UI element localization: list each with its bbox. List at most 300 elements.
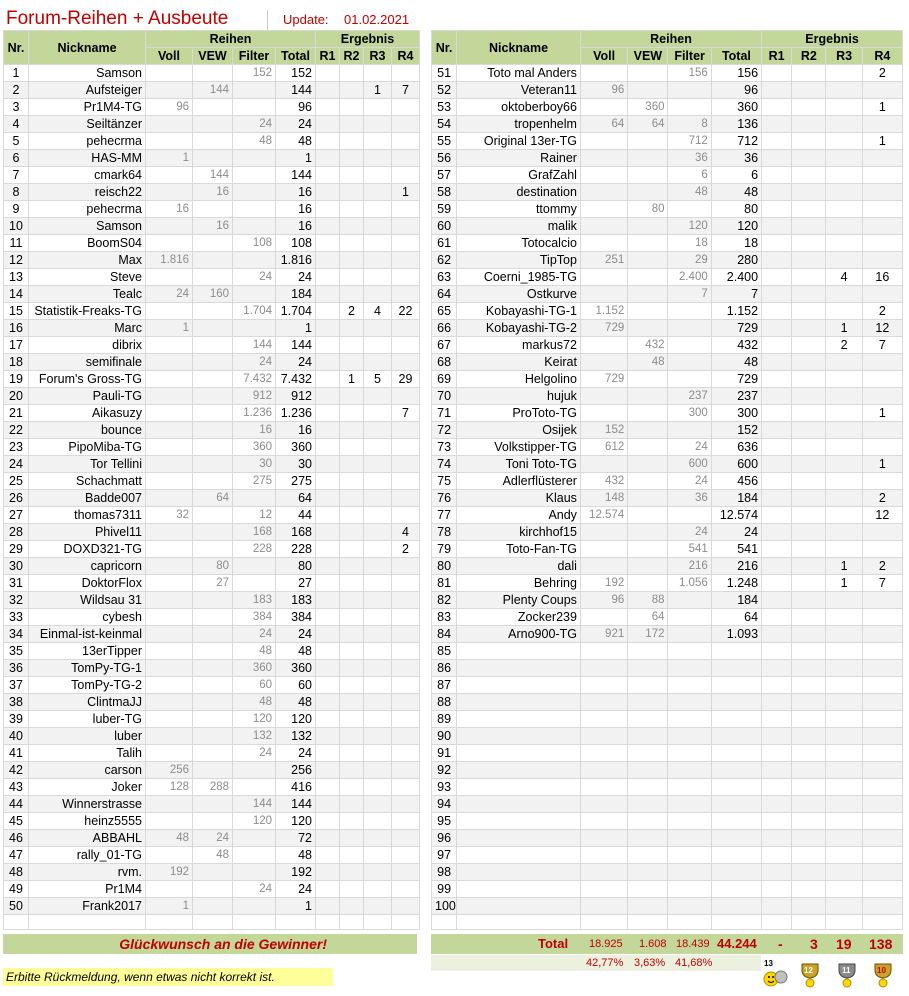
spacer-cell (29, 915, 146, 930)
cell-nr: 50 (4, 898, 29, 915)
cell-filter (668, 881, 711, 898)
table-row (432, 847, 903, 864)
table-row (4, 745, 420, 762)
cell-total: 729 (711, 320, 761, 337)
cell-nr: 42 (4, 762, 29, 779)
cell-r3 (364, 881, 392, 898)
cell-r3 (364, 898, 392, 915)
cell-r4 (392, 65, 420, 82)
cell-r4: 29 (392, 371, 420, 388)
cell-total: 60 (276, 677, 316, 694)
cell-r4: 2 (862, 303, 902, 320)
cell-r1 (762, 116, 792, 133)
cell-total: 192 (276, 864, 316, 881)
table-row (432, 269, 903, 286)
cell-total: 27 (276, 575, 316, 592)
cell-nr: 2 (4, 82, 29, 99)
cell-r2 (340, 541, 364, 558)
cell-r1 (762, 609, 792, 626)
cell-r2 (792, 65, 826, 82)
cell-vew: 80 (628, 201, 668, 218)
cell-r2 (792, 456, 826, 473)
cell-r3 (826, 779, 862, 796)
cell-nr: 69 (432, 371, 457, 388)
table-row (4, 728, 420, 745)
cell-nickname: Winnerstrasse (29, 796, 146, 813)
cell-nickname: Totocalcio (457, 235, 581, 252)
cell-total: 237 (711, 388, 761, 405)
cell-r2 (340, 643, 364, 660)
cell-nr: 7 (4, 167, 29, 184)
cell-nr: 47 (4, 847, 29, 864)
cell-r1 (316, 524, 340, 541)
cell-r2 (792, 218, 826, 235)
cell-nr: 82 (432, 592, 457, 609)
table-row (432, 660, 903, 677)
cell-total (711, 660, 761, 677)
cell-r3 (826, 201, 862, 218)
table-row (4, 490, 420, 507)
cell-filter: 30 (233, 456, 276, 473)
cell-total: 360 (276, 439, 316, 456)
cell-r2 (340, 524, 364, 541)
cell-filter: 216 (668, 558, 711, 575)
cell-filter: 600 (668, 456, 711, 473)
cell-r3 (364, 456, 392, 473)
cell-filter: 24 (233, 626, 276, 643)
cell-vew (193, 473, 233, 490)
cell-r4 (862, 711, 902, 728)
cell-r1 (316, 473, 340, 490)
cell-r4 (862, 150, 902, 167)
cell-nickname: hujuk (457, 388, 581, 405)
cell-r3 (364, 677, 392, 694)
cell-total: 72 (276, 830, 316, 847)
cell-filter: 275 (233, 473, 276, 490)
cell-r4: 7 (392, 82, 420, 99)
cell-vew (193, 371, 233, 388)
cell-r2 (792, 82, 826, 99)
cell-r4 (392, 762, 420, 779)
medal-label: 12 (804, 966, 813, 975)
cell-vew: 16 (193, 218, 233, 235)
table-row (4, 269, 420, 286)
cell-voll (146, 694, 193, 711)
table-row (4, 456, 420, 473)
spacer-cell (193, 915, 233, 930)
cell-voll (580, 65, 627, 82)
cell-vew (628, 320, 668, 337)
cell-r4 (392, 218, 420, 235)
left-table (3, 30, 420, 930)
cell-nickname: Adlerflüsterer (457, 473, 581, 490)
cell-nr: 49 (4, 881, 29, 898)
cell-vew (628, 303, 668, 320)
cell-voll: 1.816 (146, 252, 193, 269)
cell-r2 (792, 422, 826, 439)
cell-voll (146, 643, 193, 660)
cell-r4 (862, 524, 902, 541)
cell-nr: 21 (4, 405, 29, 422)
table-row (432, 575, 903, 592)
cell-r2 (792, 490, 826, 507)
cell-filter (668, 711, 711, 728)
cell-nickname: Tealc (29, 286, 146, 303)
cell-r3 (826, 99, 862, 116)
cell-r4 (392, 592, 420, 609)
cell-vew: 64 (193, 490, 233, 507)
cell-r4 (392, 99, 420, 116)
cell-r1 (762, 371, 792, 388)
cell-nickname: Keirat (457, 354, 581, 371)
table-row (4, 609, 420, 626)
cell-nr: 9 (4, 201, 29, 218)
cell-vew (628, 660, 668, 677)
cell-nickname: heinz5555 (29, 813, 146, 830)
cell-r3 (826, 762, 862, 779)
table-row (432, 354, 903, 371)
cell-nr: 86 (432, 660, 457, 677)
cell-r4 (862, 694, 902, 711)
cell-r2 (340, 150, 364, 167)
cell-r4 (862, 473, 902, 490)
cell-vew (628, 507, 668, 524)
cell-r1 (316, 847, 340, 864)
cell-r1 (762, 235, 792, 252)
cell-r4 (862, 626, 902, 643)
cell-r2 (340, 184, 364, 201)
table-row (432, 286, 903, 303)
trophy-11-icon (834, 958, 860, 988)
cell-filter: 1.236 (233, 405, 276, 422)
table-row (4, 677, 420, 694)
cell-vew (628, 677, 668, 694)
cell-nr: 53 (432, 99, 457, 116)
cell-voll: 1 (146, 898, 193, 915)
cell-vew: 144 (193, 167, 233, 184)
cell-total: 1.816 (276, 252, 316, 269)
cell-voll (146, 337, 193, 354)
cell-nr: 57 (432, 167, 457, 184)
cell-filter (668, 592, 711, 609)
cell-nickname: cybesh (29, 609, 146, 626)
cell-r1 (316, 643, 340, 660)
cell-r3 (364, 626, 392, 643)
cell-nickname: Rainer (457, 150, 581, 167)
cell-filter: 144 (233, 337, 276, 354)
cell-r4 (392, 269, 420, 286)
cell-r2 (792, 643, 826, 660)
cell-voll: 729 (580, 320, 627, 337)
cell-r3: 5 (364, 371, 392, 388)
table-row (4, 116, 420, 133)
cell-r2 (340, 711, 364, 728)
cell-r2 (340, 864, 364, 881)
cell-r2 (792, 592, 826, 609)
cell-r2 (340, 626, 364, 643)
cell-r3 (364, 558, 392, 575)
cell-nr: 65 (432, 303, 457, 320)
table-row (4, 286, 420, 303)
r4-total: 138 (869, 936, 893, 952)
cell-total: 144 (276, 82, 316, 99)
cell-r3 (826, 660, 862, 677)
table-row (4, 371, 420, 388)
cell-nr: 11 (4, 235, 29, 252)
cell-r3: 1 (826, 320, 862, 337)
cell-voll (146, 813, 193, 830)
table-row (432, 65, 903, 82)
cell-total: 18 (711, 235, 761, 252)
cell-r1 (762, 813, 792, 830)
cell-r3 (826, 235, 862, 252)
cell-r4: 2 (392, 541, 420, 558)
cell-r3 (364, 405, 392, 422)
cell-r1 (316, 490, 340, 507)
cell-vew (628, 252, 668, 269)
cell-r3 (364, 694, 392, 711)
table-row (432, 184, 903, 201)
cell-r3 (826, 592, 862, 609)
cell-nickname: Behring (457, 575, 581, 592)
cell-filter (233, 218, 276, 235)
cell-r2 (792, 286, 826, 303)
table-row (432, 456, 903, 473)
vew-percent: 3,63% (634, 957, 666, 969)
cell-filter: 1.704 (233, 303, 276, 320)
cell-vew (628, 218, 668, 235)
cell-filter: 120 (233, 813, 276, 830)
cell-r2 (340, 507, 364, 524)
cell-filter: 8 (668, 116, 711, 133)
cell-r2 (340, 660, 364, 677)
cell-r1 (316, 898, 340, 915)
cell-r2 (792, 116, 826, 133)
cell-filter (668, 694, 711, 711)
cell-nr: 58 (432, 184, 457, 201)
table-row (432, 728, 903, 745)
cell-r3 (364, 524, 392, 541)
cell-nr: 25 (4, 473, 29, 490)
cell-nr: 17 (4, 337, 29, 354)
cell-r1 (316, 252, 340, 269)
cell-voll (580, 643, 627, 660)
cell-voll: 32 (146, 507, 193, 524)
table-row (4, 830, 420, 847)
cell-voll: 612 (580, 439, 627, 456)
cell-total (711, 643, 761, 660)
cell-vew (628, 643, 668, 660)
feedback-note: Erbitte Rückmeldung, wenn etwas nicht korrekt ist. (3, 968, 333, 986)
cell-voll: 148 (580, 490, 627, 507)
cell-total: 48 (276, 694, 316, 711)
cell-total: 184 (711, 490, 761, 507)
cell-vew (628, 575, 668, 592)
cell-total: 360 (711, 99, 761, 116)
cell-r2 (792, 388, 826, 405)
cell-total: 120 (276, 711, 316, 728)
cell-r3 (826, 864, 862, 881)
cell-r4 (392, 779, 420, 796)
cell-r4 (392, 422, 420, 439)
cell-r4: 1 (862, 456, 902, 473)
cell-nickname: rvm. (29, 864, 146, 881)
cell-voll: 48 (146, 830, 193, 847)
cell-voll (146, 388, 193, 405)
cell-total: 64 (276, 490, 316, 507)
cell-r1 (762, 65, 792, 82)
cell-r1 (762, 881, 792, 898)
cell-total: 1.152 (711, 303, 761, 320)
cell-r2 (792, 320, 826, 337)
cell-voll (146, 745, 193, 762)
cell-filter (233, 252, 276, 269)
cell-r3 (364, 592, 392, 609)
cell-voll (146, 82, 193, 99)
cell-total: 144 (276, 167, 316, 184)
cell-nickname: Steve (29, 269, 146, 286)
cell-r4 (862, 779, 902, 796)
cell-nickname: dali (457, 558, 581, 575)
cell-nr: 28 (4, 524, 29, 541)
cell-filter (233, 898, 276, 915)
cell-filter: 1.056 (668, 575, 711, 592)
cell-nickname: Kobayashi-TG-2 (457, 320, 581, 337)
cell-voll: 64 (580, 116, 627, 133)
table-row (432, 694, 903, 711)
cell-voll (580, 184, 627, 201)
cell-r2 (340, 796, 364, 813)
cell-filter: 48 (233, 643, 276, 660)
cell-r1 (316, 133, 340, 150)
cell-nickname: semifinale (29, 354, 146, 371)
cell-nickname: HAS-MM (29, 150, 146, 167)
cell-nickname: Wildsau 31 (29, 592, 146, 609)
cell-vew (628, 235, 668, 252)
table-row (432, 677, 903, 694)
cell-nr: 20 (4, 388, 29, 405)
cell-voll (146, 235, 193, 252)
cell-total: 1 (276, 898, 316, 915)
cell-nr: 97 (432, 847, 457, 864)
cell-r3 (826, 609, 862, 626)
cell-r2 (792, 677, 826, 694)
cell-r1 (762, 490, 792, 507)
cell-nickname: PipoMiba-TG (29, 439, 146, 456)
cell-vew (628, 133, 668, 150)
cell-r3 (826, 677, 862, 694)
cell-r4 (862, 830, 902, 847)
cell-total: 1.093 (711, 626, 761, 643)
cell-filter: 48 (668, 184, 711, 201)
cell-r4 (862, 745, 902, 762)
cell-voll (580, 881, 627, 898)
cell-nr: 34 (4, 626, 29, 643)
cell-voll (146, 592, 193, 609)
table-row (432, 371, 903, 388)
table-row (4, 422, 420, 439)
cell-total: 360 (276, 660, 316, 677)
cell-r1 (762, 405, 792, 422)
total-label: Total (538, 936, 569, 951)
cell-r2 (340, 388, 364, 405)
cell-filter: 24 (233, 269, 276, 286)
cell-r2 (340, 592, 364, 609)
cell-vew (193, 626, 233, 643)
cell-voll (146, 796, 193, 813)
cell-nickname: Veteran11 (457, 82, 581, 99)
cell-r2 (792, 813, 826, 830)
cell-r1 (316, 575, 340, 592)
percent-row (431, 955, 761, 971)
cell-r3: 1 (826, 558, 862, 575)
grand-total: 44.244 (717, 936, 757, 951)
cell-nr: 13 (4, 269, 29, 286)
cell-voll (580, 99, 627, 116)
cell-nr: 62 (432, 252, 457, 269)
table-row (432, 235, 903, 252)
cell-nr: 41 (4, 745, 29, 762)
cell-r1 (762, 643, 792, 660)
cell-r1 (316, 337, 340, 354)
table-row (4, 796, 420, 813)
cell-r1 (316, 813, 340, 830)
cell-r1 (762, 286, 792, 303)
table-row (432, 337, 903, 354)
cell-r3 (826, 456, 862, 473)
cell-total: 24 (276, 269, 316, 286)
cell-r4 (862, 541, 902, 558)
cell-r4 (862, 371, 902, 388)
cell-r1 (762, 728, 792, 745)
cell-total: 7 (711, 286, 761, 303)
cell-nr: 22 (4, 422, 29, 439)
cell-nickname: Aikasuzy (29, 405, 146, 422)
cell-vew (193, 201, 233, 218)
cell-vew (193, 711, 233, 728)
cell-vew: 24 (193, 830, 233, 847)
cell-r3 (826, 184, 862, 201)
cell-r3 (364, 388, 392, 405)
cell-r2 (792, 779, 826, 796)
cell-vew (628, 388, 668, 405)
cell-r3 (364, 354, 392, 371)
cell-voll: 1 (146, 320, 193, 337)
cell-total: 64 (711, 609, 761, 626)
cell-filter (668, 677, 711, 694)
cell-r3 (826, 167, 862, 184)
cell-nr: 48 (4, 864, 29, 881)
cell-r3 (826, 711, 862, 728)
spacer-cell (826, 915, 862, 930)
cell-total: 16 (276, 218, 316, 235)
cell-voll (146, 371, 193, 388)
cell-vew: 144 (193, 82, 233, 99)
cell-voll (580, 677, 627, 694)
cell-r2 (792, 728, 826, 745)
cell-r3 (826, 82, 862, 99)
cell-voll (580, 167, 627, 184)
cell-nr: 61 (432, 235, 457, 252)
cell-r3 (826, 371, 862, 388)
cell-r2 (792, 524, 826, 541)
cell-nickname: GrafZahl (457, 167, 581, 184)
cell-r2 (792, 507, 826, 524)
cell-r3 (826, 643, 862, 660)
cell-nickname: cmark64 (29, 167, 146, 184)
cell-r3 (826, 116, 862, 133)
cell-total: 48 (276, 847, 316, 864)
